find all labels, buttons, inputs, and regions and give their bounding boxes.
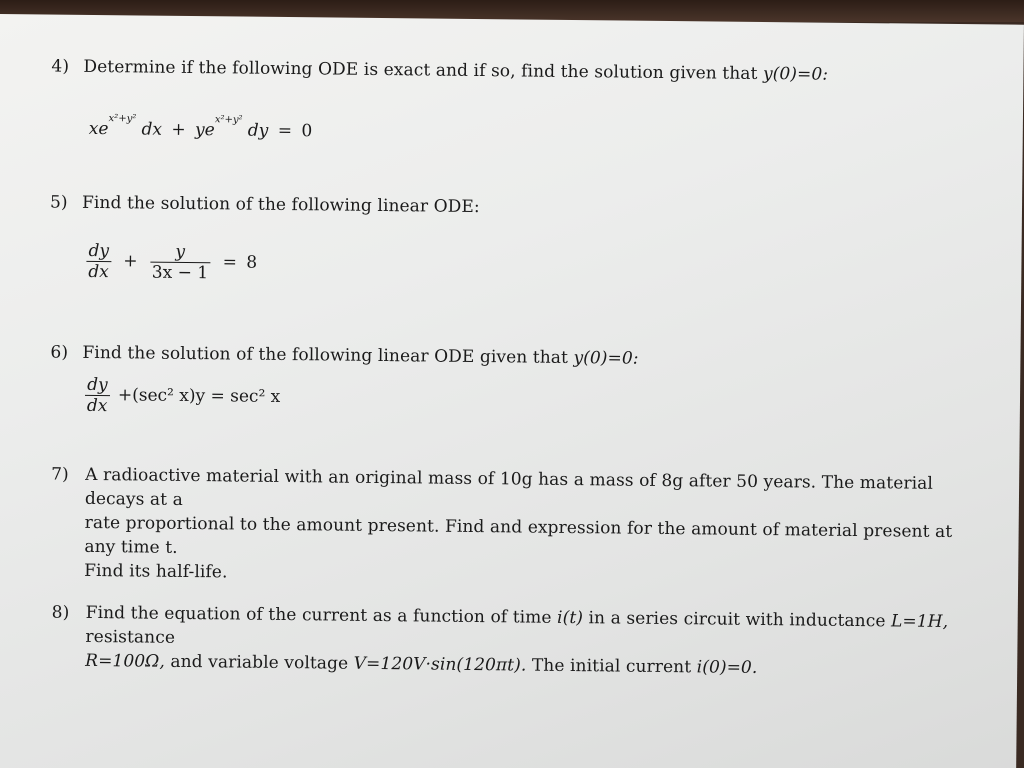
equation-5: $\frac{dy}{dx}$ + $\frac{y}{3x - 1}$ = 8 (88, 240, 258, 284)
problem-number: 8) (51, 602, 70, 623)
fraction-dy-dx: $\frac{dy}{dx}$ (88, 240, 110, 283)
problem-line: rate proportional to the amount present. Find and expression for the amount of material present at any time t. (84, 512, 953, 558)
equation-6 (82, 375, 281, 418)
problem-line: Find the equation of the current as a function of time i(t) in a series circuit with inductance L=1H, resistance (85, 602, 949, 648)
problem-line: R=100Ω, and variable voltage V=120V·sin(120πt). The initial current i(0)=0. (85, 650, 758, 678)
initial-condition: y(0)=0: (573, 348, 639, 369)
equation-rest: +(sec² x)y = sec² x (117, 385, 281, 407)
problem-4 (51, 55, 951, 94)
problem-7 (50, 463, 981, 583)
problem-8 (51, 601, 982, 678)
fraction-dy-dx: $\frac{dy}{dx}$ (86, 374, 108, 417)
initial-condition: y(0)=0: (762, 63, 829, 85)
fraction-y-over: $\frac{y}{3x - 1}$ (150, 242, 211, 284)
problem-5 (50, 191, 950, 230)
problem-text: Determine if the following ODE is exact and if so, find the solution given that (83, 56, 758, 84)
problem-number: 4) (51, 56, 70, 77)
problem-6 (50, 341, 950, 380)
paper-sheet (0, 14, 1024, 768)
equation-4: $xe^{x^2+y^2}$ dx + $ye^{x^2+y^2}$ dy = 0 (88, 113, 313, 142)
problem-number: 5) (49, 192, 68, 213)
problem-text: Find the solution of the following linear ODE given that (82, 342, 569, 368)
problem-line: Find its half-life. (84, 560, 228, 583)
problem-line: A radioactive material with an original mass of 10g has a mass of 8g after 50 years. The material decays at a (84, 464, 934, 510)
problem-number: 7) (51, 464, 69, 485)
problem-number: 6) (50, 342, 69, 363)
problem-text: Find the solution of the following linear ODE: (81, 192, 480, 218)
